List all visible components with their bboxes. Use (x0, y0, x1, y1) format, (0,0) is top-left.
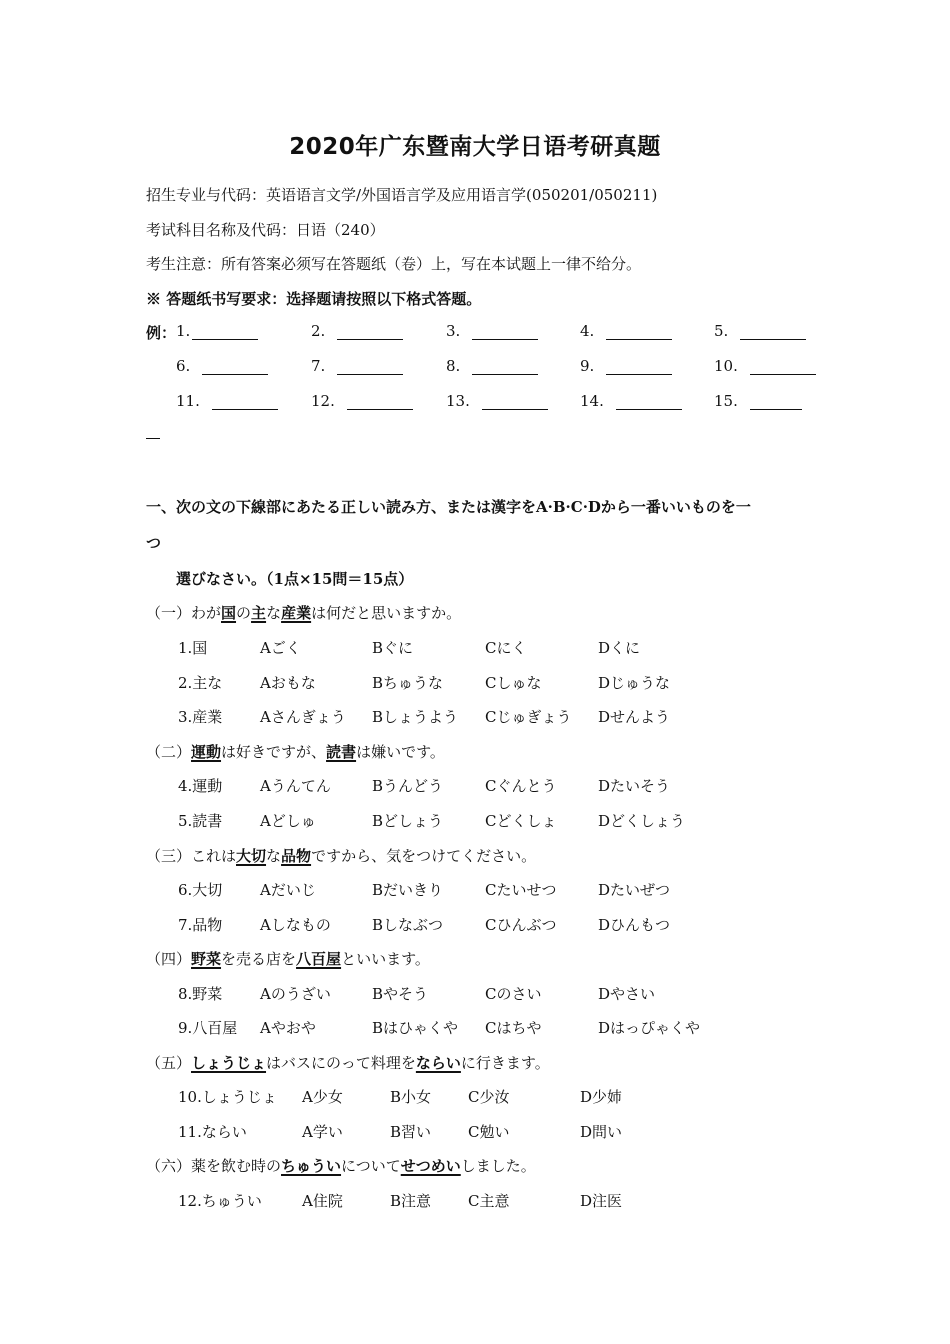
example-blank (750, 394, 802, 410)
sentence-text: について (341, 1157, 401, 1175)
answer-option: Aどしゅ (260, 812, 316, 830)
question-group-sentence (146, 741, 445, 762)
example-number: 6. (176, 357, 191, 375)
question-group-sentence (146, 1052, 550, 1073)
underlined-term: 野菜 (191, 950, 222, 968)
answer-option: Cどくしょ (485, 812, 557, 830)
sentence-text: の (236, 604, 252, 622)
underlined-term: ちゅうい (281, 1157, 342, 1175)
answer-option: Aうんてん (260, 777, 331, 795)
example-answer-slot (580, 357, 672, 375)
example-number: 13. (446, 392, 470, 410)
major-line: 招生专业与代码：英语语言文学/外国语言学及应用语言学(050201/050211) (146, 186, 658, 204)
question-item: 7.品物 (178, 916, 223, 934)
example-answer-slot (714, 322, 806, 340)
sentence-text: （二） (146, 743, 192, 761)
example-answer-slot (714, 392, 802, 410)
example-blank (482, 394, 548, 410)
question-item: 4.運動 (178, 777, 223, 795)
answer-option: Aやおや (260, 1019, 316, 1037)
section-title-line2: つ (146, 534, 162, 552)
example-number: 4. (580, 322, 595, 340)
sentence-text: （三）これは (146, 847, 237, 865)
answer-option: Cぐんとう (485, 777, 557, 795)
sentence-text: に行きます。 (460, 1054, 550, 1072)
answer-option: Aしなもの (260, 916, 331, 934)
answer-option: Cのさい (485, 985, 542, 1003)
example-number: 15. (714, 392, 738, 410)
answer-option: A住院 (302, 1192, 343, 1210)
underlined-term: 八百屋 (296, 950, 342, 968)
example-number: 10. (714, 357, 738, 375)
underlined-term: 運動 (191, 743, 222, 761)
sentence-text: （五） (146, 1054, 192, 1072)
stray-underline (146, 438, 160, 439)
example-blank (740, 324, 806, 340)
answer-option: Cじゅぎょう (485, 708, 572, 726)
section-title-line3: 選びなさい。（1点×15問＝15点） (176, 570, 414, 588)
answer-option: Aさんぎょう (260, 708, 346, 726)
question-item: 3.産業 (178, 708, 223, 726)
example-number: 14. (580, 392, 604, 410)
answer-option: Aおもな (260, 674, 316, 692)
example-answer-slot (176, 392, 278, 410)
answer-option: Dどくしょう (598, 812, 686, 830)
answer-option: Aごく (260, 639, 301, 657)
underlined-term: 大切 (236, 847, 267, 865)
question-item: 11.ならい (178, 1123, 247, 1141)
example-number: 12. (311, 392, 335, 410)
format-line: ※ 答题纸书写要求：选择题请按照以下格式答题。 (146, 290, 482, 308)
sentence-text: は何だと思いますか。 (311, 604, 462, 622)
question-item: 1.国 (178, 639, 208, 657)
answer-option: Aだいじ (260, 881, 316, 899)
underlined-term: しょうじょ (191, 1054, 267, 1072)
question-item: 6.大切 (178, 881, 223, 899)
underlined-term: 国 (221, 604, 237, 622)
example-answer-slot (176, 322, 258, 340)
example-number: 5. (714, 322, 729, 340)
sentence-text: （四） (146, 950, 192, 968)
answer-option: Dはっぴゃくや (598, 1019, 701, 1037)
example-answer-slot (580, 322, 672, 340)
example-blank (472, 324, 538, 340)
example-number: 1. (176, 322, 191, 340)
underlined-term: 産業 (281, 604, 312, 622)
answer-option: D問い (580, 1123, 623, 1141)
answer-option: Cたいせつ (485, 881, 557, 899)
answer-option: Cしゅな (485, 674, 542, 692)
question-group-sentence (146, 602, 461, 623)
sentence-text: といいます。 (341, 950, 430, 968)
answer-option: D少姉 (580, 1088, 623, 1106)
answer-option: B習い (390, 1123, 432, 1141)
answer-option: Bうんどう (372, 777, 444, 795)
answer-option: A少女 (302, 1088, 343, 1106)
example-blank (606, 324, 672, 340)
underlined-term: ならい (415, 1054, 461, 1072)
notice-line: 考生注意：所有答案必须写在答题纸（卷）上，写在本试题上一律不给分。 (146, 255, 642, 273)
example-number: 9. (580, 357, 595, 375)
example-answer-slot (446, 322, 538, 340)
example-answer-slot (311, 392, 413, 410)
sentence-text: はバスにのって料理を (266, 1054, 416, 1072)
answer-option: Dたいそう (598, 777, 671, 795)
sentence-text: な (266, 604, 282, 622)
question-item: 5.読書 (178, 812, 223, 830)
answer-option: Dせんよう (598, 708, 671, 726)
answer-option: Bぐに (372, 639, 414, 657)
answer-option: Bだいきり (372, 881, 444, 899)
answer-option: A学い (302, 1123, 343, 1141)
example-blank (337, 324, 403, 340)
underlined-term: 品物 (281, 847, 312, 865)
question-item: 8.野菜 (178, 985, 223, 1003)
example-number: 2. (311, 322, 326, 340)
sentence-text: は嫌いです。 (356, 743, 445, 761)
answer-option: Dくに (598, 639, 641, 657)
answer-option: B小女 (390, 1088, 432, 1106)
example-answer-slot (176, 357, 268, 375)
example-blank (202, 359, 268, 375)
answer-option: B注意 (390, 1192, 432, 1210)
underlined-term: せつめい (400, 1157, 461, 1175)
sentence-text: しました。 (460, 1157, 536, 1175)
answer-option: C少汝 (468, 1088, 510, 1106)
subject-line: 考试科目名称及代码：日语（240） (146, 221, 385, 239)
example-number: 11. (176, 392, 200, 410)
answer-option: Bやそう (372, 985, 429, 1003)
question-group-sentence (146, 948, 430, 969)
question-item: 9.八百屋 (178, 1019, 238, 1037)
example-blank (606, 359, 672, 375)
example-answer-slot (311, 357, 403, 375)
answer-option: D注医 (580, 1192, 623, 1210)
answer-option: Bしょうよう (372, 708, 459, 726)
answer-option: Bしなぶつ (372, 916, 444, 934)
example-blank (616, 394, 682, 410)
example-answer-slot (714, 357, 816, 375)
example-blank (192, 324, 258, 340)
example-number: 7. (311, 357, 326, 375)
example-number: 8. (446, 357, 461, 375)
sentence-text: を売る店を (221, 950, 297, 968)
answer-option: C主意 (468, 1192, 510, 1210)
question-item: 2.主な (178, 674, 223, 692)
sentence-text: は好きですが、 (221, 743, 327, 761)
example-answer-slot (311, 322, 403, 340)
question-item: 12.ちゅうい (178, 1192, 262, 1210)
example-number: 3. (446, 322, 461, 340)
answer-option: Dじゅうな (598, 674, 671, 692)
answer-option: Dひんもつ (598, 916, 671, 934)
sentence-text: ですから、気をつけてください。 (311, 847, 537, 865)
example-blank (472, 359, 538, 375)
answer-option: Dたいぜつ (598, 881, 671, 899)
example-answer-slot (446, 392, 548, 410)
example-label: 例： (146, 324, 177, 342)
answer-option: Cはちや (485, 1019, 542, 1037)
answer-option: C勉い (468, 1123, 510, 1141)
sentence-text: な (266, 847, 282, 865)
example-blank (212, 394, 278, 410)
answer-option: Dやさい (598, 985, 656, 1003)
sentence-text: （六）薬を飲む時の (146, 1157, 282, 1175)
answer-option: Bはひゃくや (372, 1019, 459, 1037)
example-answer-slot (580, 392, 682, 410)
section-title-line1: 一、次の文の下線部にあたる正しい読み方、または漢字をA·B·C·Dから一番いいものを一 (146, 498, 751, 516)
answer-option: Aのうざい (260, 985, 331, 1003)
question-item: 10.しょうじょ (178, 1088, 277, 1106)
underlined-term: 読書 (326, 743, 357, 761)
example-blank (337, 359, 403, 375)
answer-option: Cひんぶつ (485, 916, 557, 934)
question-group-sentence (146, 1155, 536, 1176)
example-answer-slot (446, 357, 538, 375)
example-blank (750, 359, 816, 375)
underlined-term: 主 (251, 604, 267, 622)
example-blank (347, 394, 413, 410)
sentence-text: （一）わが (146, 604, 222, 622)
answer-option: Bどしょう (372, 812, 444, 830)
answer-option: Cにく (485, 639, 527, 657)
question-group-sentence (146, 845, 536, 866)
page-title: 2020年广东暨南大学日语考研真题 (289, 134, 661, 160)
answer-option: Bちゅうな (372, 674, 444, 692)
